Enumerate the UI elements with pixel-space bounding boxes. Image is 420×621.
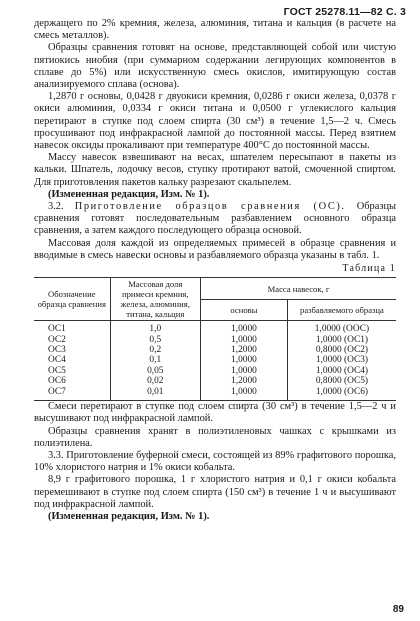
cell-code: ОС7 [34,387,110,401]
cell-fraction: 0,05 [110,366,201,376]
section-title: Приготовление образцов сравнения (ОС). [74,201,346,213]
col-header-base: основы [201,299,288,321]
cell-diluted: 1,0000 (ООС) [287,321,396,335]
col-header-diluted: разбавляемого образца [287,299,396,321]
paragraphs-before [34,18,396,201]
cell-diluted: 1,0000 (ОС3) [287,355,396,365]
cell-base: 1,0000 [201,355,288,365]
cell-base: 1,0000 [201,366,288,376]
section-text: Образцы сравнения готовят последовательным разбавлением основного образца сравнения, а затем каждого последующего образца основой. [34,201,397,237]
paragraph: Образцы сравнения готовят на основе, представляющей собой или чистую пятиокись ниобия (при суммарном содержании легирующих компонентов в сплаве до 5%) или искусственную смесь окислов, имитирующую состав анализируемого сплава (основа). [34,42,396,91]
cell-code: ОС5 [48,365,66,376]
cell-code: ОС3 [48,345,66,356]
cell-fraction: 0,1 [110,355,201,365]
paragraph: Массу навесок взвешивают на весах, шпателем пересыпают в пакеты из кальки. Шпатель, лодочку весов, ступку протирают ватой, смоченной спиртом. Для приготовления пакетов кальку разрезают скальпелем. [34,152,396,188]
paragraph: Образцы сравнения хранят в полиэтиленовых чашках с крышками из полиэтилена. [34,425,396,449]
paragraph: 3.3. Приготовление буферной смеси, состоящей из 89% графитового порошка, 10% хлористого натрия и 1% окиси кобальта. [34,449,396,474]
paragraph: Смеси перетирают в ступке под слоем спирта (30 см³) в течение 1,5—2 ч и высушивают под инфракрасной лампой. [34,401,396,425]
table-row [34,376,396,386]
table-row [34,355,396,365]
col-header-code: Обозначение образца сравнения [34,278,110,321]
document-body [34,18,396,523]
cell-fraction: 0,2 [110,345,201,355]
mass-paragraph: Массовая доля каждой из определяемых примесей в образце сравнения и вводимые в смесь навески основы и разбавляемого образца указаны в табл. 1. [34,237,396,261]
table-row [34,345,396,355]
group-header-mass: Масса навесок, г [201,278,396,300]
cell-base: 1,0000 [201,387,288,401]
col-header-fraction: Массовая доля примеси кремния, железа, алюминия, титана, кальция [110,278,201,321]
data-table [34,277,396,401]
cell-code: ОС1 [48,324,66,335]
cell-fraction: 0,01 [110,387,201,401]
paragraph: (Измененная редакция, Изм. № 1). [48,510,210,522]
cell-diluted: 0,8000 (ОС5) [287,376,396,386]
cell-code: ОС2 [48,334,66,345]
cell-base: 1,0000 [201,321,288,335]
cell-diluted: 1,0000 (ОС6) [287,387,396,401]
cell-fraction: 0,5 [110,335,201,345]
cell-base: 1,2000 [201,376,288,386]
page-header: ГОСТ 25278.11—82 С. 3 [283,6,406,18]
cell-fraction: 0,02 [110,376,201,386]
table-caption: Таблица 1 [342,263,396,275]
cell-diluted: 0,8000 (ОС2) [287,345,396,355]
table-row [34,335,396,345]
cell-diluted: 1,0000 (ОС1) [287,335,396,345]
cell-code: ОС6 [48,376,66,387]
section-number: 3.2. [48,201,75,213]
table-row [34,366,396,376]
section-3-2-paragraph [34,201,396,238]
paragraphs-after [34,401,396,523]
cell-diluted: 1,0000 (ОС4) [287,366,396,376]
page-number: 89 [392,604,404,615]
cell-code: ОС4 [48,355,66,366]
paragraph: (Измененная редакция, Изм. № 1). [48,188,210,200]
cell-base: 1,2000 [201,345,288,355]
paragraph: держащего по 2% кремния, железа, алюминия, титана и кальция (в расчете на смесь металлов). [34,18,396,42]
table-body [34,321,396,401]
paragraph: 8,9 г графитового порошка, 1 г хлористого натрия и 0,1 г окиси кобальта перемешивают в ступке под слоем спирта (150 см³) в течение 1 ч и высушивают под инфракрасной лампой. [34,474,396,510]
cell-base: 1,0000 [201,335,288,345]
cell-fraction: 1,0 [110,321,201,335]
table-row [34,321,396,335]
table-row [34,387,396,401]
paragraph: 1,2870 г основы, 0,0428 г двуокиси кремния, 0,0286 г окиси железа, 0,0378 г окиси алюминия, 0,0334 г окиси титана и 0,0500 г углекислого кальция перетирают в ступке под слоем спирта (30 см³) в течение 1,5—2 ч. Смесь просушивают под инфракрасной лампой до постоянной массы. Перед взятием навесок оксиды прокаливают при температуре 400°С до постоянной массы. [34,91,396,152]
